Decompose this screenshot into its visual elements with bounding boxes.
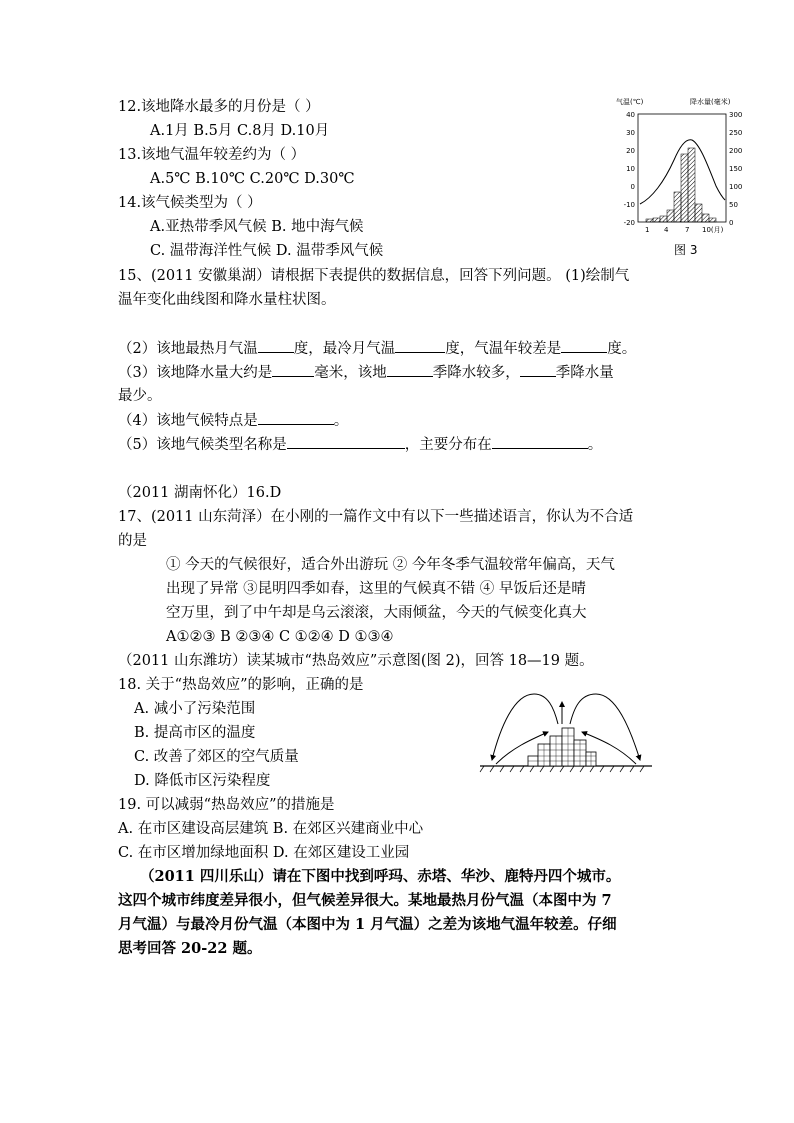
svg-text:0: 0 [729,219,734,227]
q15-part2: （2）该地最热月气温 度，最冷月气温 度，气温年较差是 度。 [118,338,636,359]
svg-text:50: 50 [729,201,738,209]
q18-option-b: B. 提高市区的温度 [134,725,256,741]
ground-hatching [480,766,644,772]
right-tick-labels [729,111,742,227]
q15-line1: 15、(2011 安徽巢湖）请根据下表提供的数据信息，回答下列问题。 (1)绘制气 [118,268,630,284]
q17-line3: ① 今天的气候很好，适合外出游玩 ② 今年冬季气温较常年偏高，天气 [166,557,615,573]
svg-text:150: 150 [729,165,743,173]
figure-caption: 图 3 [674,243,698,257]
q17-line2: 的是 [118,533,147,549]
q13-options: A.5℃ B.10℃ C.20℃ D.30℃ [150,171,355,187]
svg-text:1: 1 [645,226,650,234]
q14-options-cd: C. 温带海洋性气候 D. 温带季风气候 [150,243,384,259]
left-axis-title: 气温(℃) [616,98,644,106]
climate-chart-figure3 [612,94,762,262]
q15-part3-cont: 最少。 [118,388,162,404]
q12-stem: 12.该地降水最多的月份是（ ） [118,99,320,115]
q19-options-ab: A. 在市区建设高层建筑 B. 在郊区兴建商业中心 [118,821,424,837]
svg-text:40: 40 [626,111,635,119]
q19-options-cd: C. 在市区增加绿地面积 D. 在郊区建设工业园 [118,845,410,861]
svg-text:-10: -10 [623,201,635,209]
q20-intro-line3: 月气温）与最冷月份气温（本图中为 1 月气温）之差为该地气温年较差。仔细 [118,916,617,933]
svg-text:7: 7 [685,226,690,234]
q16-answer: （2011 湖南怀化）16.D [118,485,282,501]
svg-text:10(月): 10(月) [702,226,724,234]
q19-stem: 19. 可以减弱“热岛效应”的措施是 [118,797,335,813]
q13-stem: 13.该地气温年较差约为（ ） [118,147,306,163]
q20-intro-line2: 这四个城市纬度差异很小，但气候差异很大。某地最热月份气温（本图中为 7 [118,892,612,909]
q17-options: A①②③ B ②③④ C ①②④ D ①③④ [166,629,394,645]
svg-text:200: 200 [729,147,743,155]
svg-text:-20: -20 [623,219,635,227]
x-tick-labels [645,226,724,234]
q18-option-d: D. 降低市区污染程度 [134,773,271,789]
q18-option-c: C. 改善了郊区的空气质量 [134,749,299,765]
precipitation-bars [646,148,716,222]
q15-line2: 温年变化曲线图和降水量柱状图。 [118,292,336,308]
svg-text:20: 20 [626,147,635,155]
q15-part4: （4）该地气候特点是 。 [118,410,348,431]
right-axis-title: 降水量(毫米) [690,98,731,106]
q17-line5: 空万里，到了中午却是乌云滚滚，大雨倾盆，今天的气候变化真大 [166,605,587,621]
q14-stem: 14.该气候类型为（ ） [118,195,262,211]
q18-intro: （2011 山东潍坊）读某城市“热岛效应”示意图(图 2)，回答 18—19 题。 [118,653,594,669]
q14-options-ab: A.亚热带季风气候 B. 地中海气候 [150,219,364,235]
q17-line1: 17、(2011 山东菏泽）在小刚的一篇作文中有以下一些描述语言，你认为不合适 [118,509,634,525]
svg-text:30: 30 [626,129,635,137]
svg-text:100: 100 [729,183,743,191]
q17-line4: 出现了异常 ③昆明四季如春，这里的气候真不错 ④ 早饭后还是晴 [166,581,586,597]
svg-text:250: 250 [729,129,743,137]
q15-part5: （5）该地气候类型名称是 ，主要分布在 。 [118,434,602,455]
svg-text:4: 4 [664,226,669,234]
q20-intro-line1: （2011 四川乐山）请在下图中找到呼玛、赤塔、华沙、鹿特丹四个城市。 [140,868,621,885]
heat-island-diagram [478,688,654,774]
left-tick-labels [624,111,635,227]
q20-intro-line4: 思考回答 20-22 题。 [118,940,262,957]
svg-text:10: 10 [626,165,635,173]
svg-text:0: 0 [630,183,635,191]
svg-text:300: 300 [729,111,743,119]
q18-option-a: A. 减小了污染范围 [134,701,256,717]
q18-stem: 18. 关于“热岛效应”的影响，正确的是 [118,677,364,693]
q15-part3: （3）该地降水量大约是 毫米，该地 季降水较多， 季降水量 [118,362,614,383]
q12-options: A.1月 B.5月 C.8月 D.10月 [150,123,330,139]
